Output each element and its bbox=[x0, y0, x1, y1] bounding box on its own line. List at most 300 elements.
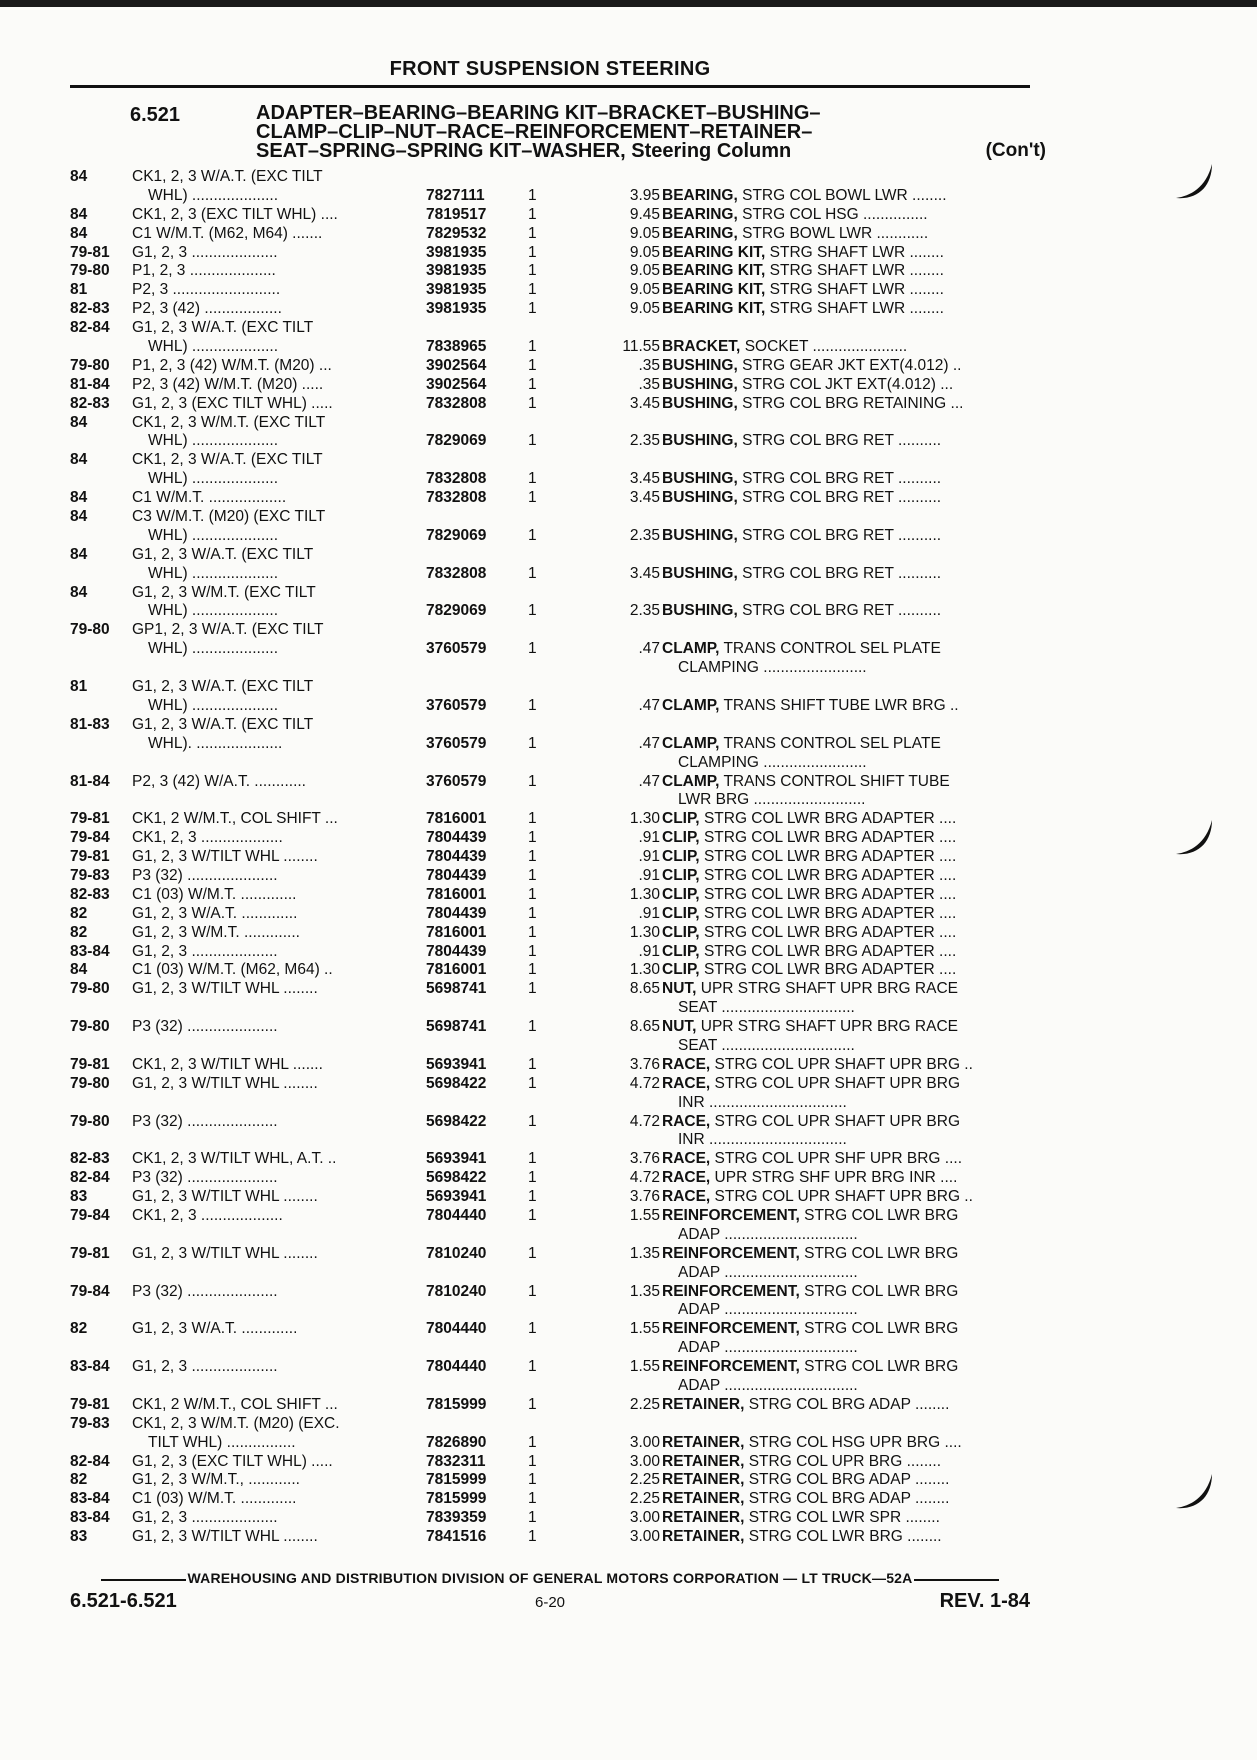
row-years: 79-81 bbox=[70, 243, 110, 261]
table-row bbox=[70, 414, 1030, 433]
row-years: 81-84 bbox=[70, 772, 110, 790]
row-years: 83-84 bbox=[70, 942, 110, 960]
row-description-keyword: RACE, bbox=[662, 1055, 711, 1073]
table-row bbox=[70, 1150, 1030, 1169]
row-quantity: 1 bbox=[528, 1490, 537, 1508]
row-model: WHL) .................... bbox=[148, 564, 279, 582]
row-description bbox=[678, 1377, 1102, 1396]
row-description-detail: STRG COL BRG RET .......... bbox=[742, 526, 942, 544]
row-part-number: 7815999 bbox=[426, 1490, 487, 1508]
row-price: 8.65 bbox=[629, 980, 660, 998]
row-years: 81-83 bbox=[70, 715, 110, 733]
row-description-keyword: REINFORCEMENT, bbox=[662, 1358, 800, 1376]
row-quantity: 1 bbox=[528, 1358, 537, 1376]
row-quantity: 1 bbox=[528, 602, 537, 620]
row-description bbox=[662, 1113, 1102, 1132]
table-row bbox=[70, 1245, 1030, 1264]
row-description bbox=[662, 1207, 1102, 1226]
row-model: WHL) .................... bbox=[148, 338, 279, 356]
row-years: 83-84 bbox=[70, 1509, 110, 1527]
row-years: 82-83 bbox=[70, 300, 110, 318]
row-price: 11.55 bbox=[622, 338, 660, 356]
binder-hole-icon bbox=[1172, 160, 1216, 204]
row-part-number: 7810240 bbox=[426, 1282, 487, 1300]
row-description bbox=[662, 886, 1102, 905]
row-part-number: 3981935 bbox=[426, 262, 487, 280]
section-title-line-3: SEAT–SPRING–SPRING KIT–WASHER, Steering Column bbox=[256, 140, 792, 162]
row-price: .91 bbox=[638, 829, 660, 847]
row-years: 83-84 bbox=[70, 1490, 110, 1508]
row-quantity: 1 bbox=[528, 338, 537, 356]
table-row bbox=[70, 980, 1030, 999]
row-description-detail: STRG COL JKT EXT(4.012) ... bbox=[742, 375, 954, 393]
row-model: G1, 2, 3 W/TILT WHL ........ bbox=[132, 1188, 318, 1206]
table-row bbox=[70, 1264, 1030, 1283]
row-price: 3.00 bbox=[629, 1528, 660, 1546]
row-years: 79-83 bbox=[70, 1414, 110, 1432]
row-quantity: 1 bbox=[528, 205, 537, 223]
row-model: P1, 2, 3 (42) W/M.T. (M20) ... bbox=[132, 356, 332, 374]
row-description bbox=[662, 961, 1102, 980]
row-description-keyword: CLIP, bbox=[662, 885, 700, 903]
table-row bbox=[70, 546, 1030, 565]
row-years: 82 bbox=[70, 1471, 88, 1489]
table-row bbox=[70, 281, 1030, 300]
row-description bbox=[662, 735, 1102, 754]
row-years: 82-84 bbox=[70, 1452, 110, 1470]
section-title-line-2: CLAMP–CLIP–NUT–RACE–REINFORCEMENT–RETAINER– bbox=[256, 121, 813, 143]
row-description bbox=[662, 1528, 1102, 1547]
row-model: G1, 2, 3 W/M.T., ............ bbox=[132, 1471, 300, 1489]
row-years: 84 bbox=[70, 205, 88, 223]
row-years: 82 bbox=[70, 923, 88, 941]
table-row bbox=[70, 1207, 1030, 1226]
table-row bbox=[70, 1320, 1030, 1339]
table-row bbox=[70, 225, 1030, 244]
table-row bbox=[70, 1188, 1030, 1207]
table-row bbox=[70, 735, 1030, 754]
row-part-number: 7815999 bbox=[426, 1395, 487, 1413]
row-description-keyword: REINFORCEMENT, bbox=[662, 1282, 800, 1300]
row-part-number: 5698741 bbox=[426, 1018, 487, 1036]
row-quantity: 1 bbox=[528, 1018, 537, 1036]
row-model: G1, 2, 3 W/A.T. ............. bbox=[132, 1320, 298, 1338]
row-model: C1 W/M.T. (M62, M64) ....... bbox=[132, 224, 323, 242]
table-row bbox=[70, 357, 1030, 376]
row-description bbox=[678, 1264, 1102, 1283]
table-row bbox=[70, 640, 1030, 659]
row-years: 84 bbox=[70, 451, 88, 469]
row-description-detail: STRG COL BRG ADAP ........ bbox=[748, 1395, 950, 1413]
row-description-detail: STRG SHAFT LWR ........ bbox=[769, 281, 944, 299]
row-description bbox=[662, 1245, 1102, 1264]
footer-division bbox=[70, 1570, 1030, 1586]
row-description bbox=[662, 395, 1102, 414]
row-model: G1, 2, 3 W/M.T. (EXC TILT bbox=[132, 583, 316, 601]
page-number: 6-20 bbox=[534, 1594, 566, 1611]
row-description-detail: ADAP ............................... bbox=[678, 1301, 858, 1319]
row-quantity: 1 bbox=[528, 489, 537, 507]
row-model: CK1, 2, 3 W/A.T. (EXC TILT bbox=[132, 168, 323, 185]
row-quantity: 1 bbox=[528, 224, 537, 242]
row-description-keyword: REINFORCEMENT, bbox=[662, 1320, 800, 1338]
row-part-number: 7832808 bbox=[426, 470, 487, 488]
row-description-keyword: BUSHING, bbox=[662, 564, 738, 582]
row-description-detail: STRG COL BRG RET .......... bbox=[742, 432, 942, 450]
row-description bbox=[662, 1188, 1102, 1207]
table-row bbox=[70, 451, 1030, 470]
row-model: G1, 2, 3 W/A.T. (EXC TILT bbox=[132, 678, 314, 696]
row-model: GP1, 2, 3 W/A.T. (EXC TILT bbox=[132, 621, 324, 639]
row-years: 79-81 bbox=[70, 848, 110, 866]
row-quantity: 1 bbox=[528, 1188, 537, 1206]
row-price: .91 bbox=[638, 942, 660, 960]
row-description-detail: STRG COL BRG RET .......... bbox=[742, 489, 942, 507]
table-row bbox=[70, 943, 1030, 962]
row-description-keyword: RACE, bbox=[662, 1150, 711, 1168]
row-model: G1, 2, 3 .................... bbox=[132, 1358, 278, 1376]
row-description bbox=[662, 470, 1102, 489]
table-row bbox=[70, 867, 1030, 886]
table-row bbox=[70, 810, 1030, 829]
row-quantity: 1 bbox=[528, 375, 537, 393]
header-rule bbox=[70, 85, 1030, 88]
row-description-detail: LWR BRG .......................... bbox=[678, 791, 866, 809]
row-price: 3.45 bbox=[629, 394, 660, 412]
row-description-keyword: RACE, bbox=[662, 1112, 711, 1130]
row-description-detail: TRANS CONTROL SEL PLATE bbox=[723, 640, 941, 658]
table-row bbox=[70, 262, 1030, 281]
row-description bbox=[662, 924, 1102, 943]
row-description-detail: STRG COL BRG ADAP ........ bbox=[748, 1471, 950, 1489]
row-description-keyword: RETAINER, bbox=[662, 1452, 745, 1470]
row-description-detail: ADAP ............................... bbox=[678, 1377, 858, 1394]
row-description bbox=[678, 1094, 1102, 1113]
row-price: 2.25 bbox=[629, 1395, 660, 1413]
row-part-number: 5698422 bbox=[426, 1074, 487, 1092]
row-description bbox=[662, 640, 1102, 659]
row-description bbox=[662, 1169, 1102, 1188]
row-model: G1, 2, 3 (EXC TILT WHL) ..... bbox=[132, 1452, 333, 1470]
row-part-number: 7819517 bbox=[426, 205, 487, 223]
table-row bbox=[70, 754, 1030, 773]
row-quantity: 1 bbox=[528, 866, 537, 884]
table-row bbox=[70, 1056, 1030, 1075]
row-model: CK1, 2, 3 W/M.T. (M20) (EXC. bbox=[132, 1414, 340, 1432]
row-description bbox=[662, 489, 1102, 508]
row-years: 79-80 bbox=[70, 1074, 110, 1092]
row-price: 3.45 bbox=[629, 489, 660, 507]
row-quantity: 1 bbox=[528, 1282, 537, 1300]
row-years: 81 bbox=[70, 281, 88, 299]
row-model: WHL) .................... bbox=[148, 526, 279, 544]
row-part-number: 7826890 bbox=[426, 1433, 487, 1451]
row-quantity: 1 bbox=[528, 942, 537, 960]
table-row bbox=[70, 584, 1030, 603]
row-description-keyword: RETAINER, bbox=[662, 1490, 745, 1508]
row-years: 82-83 bbox=[70, 394, 110, 412]
row-description-keyword: BUSHING, bbox=[662, 394, 738, 412]
row-years: 82-83 bbox=[70, 1150, 110, 1168]
row-part-number: 7832808 bbox=[426, 394, 487, 412]
row-part-number: 7804439 bbox=[426, 904, 487, 922]
row-description-keyword: RACE, bbox=[662, 1169, 711, 1187]
row-quantity: 1 bbox=[528, 300, 537, 318]
row-model: G1, 2, 3 (EXC TILT WHL) ..... bbox=[132, 394, 333, 412]
row-description-detail: UPR STRG SHAFT UPR BRG RACE bbox=[700, 1018, 958, 1036]
row-quantity: 1 bbox=[528, 1433, 537, 1451]
row-model: P3 (32) ..................... bbox=[132, 866, 278, 884]
row-part-number: 7841516 bbox=[426, 1528, 487, 1546]
row-years: 84 bbox=[70, 413, 88, 431]
row-years: 79-80 bbox=[70, 980, 110, 998]
row-description-detail: SEAT ............................... bbox=[678, 999, 855, 1017]
row-model: C1 (03) W/M.T. ............. bbox=[132, 885, 297, 903]
row-description bbox=[662, 357, 1102, 376]
page-title: FRONT SUSPENSION STEERING bbox=[389, 58, 711, 80]
row-part-number: 5698741 bbox=[426, 980, 487, 998]
row-price: 9.05 bbox=[629, 224, 660, 242]
table-row bbox=[70, 716, 1030, 735]
row-part-number: 7804440 bbox=[426, 1320, 487, 1338]
table-row bbox=[70, 1094, 1030, 1113]
row-price: 3.00 bbox=[629, 1433, 660, 1451]
table-row bbox=[70, 1396, 1030, 1415]
row-description bbox=[662, 867, 1102, 886]
table-row bbox=[70, 1471, 1030, 1490]
row-years: 84 bbox=[70, 961, 88, 979]
revision-label: REV. 1-84 bbox=[939, 1590, 1030, 1612]
table-row bbox=[70, 1358, 1030, 1377]
row-years: 82 bbox=[70, 904, 88, 922]
table-row bbox=[70, 489, 1030, 508]
parts-list bbox=[70, 168, 1030, 1547]
page-header bbox=[70, 58, 1030, 88]
row-part-number: 7832311 bbox=[426, 1452, 486, 1470]
row-description bbox=[662, 1018, 1102, 1037]
row-description-keyword: CLIP, bbox=[662, 829, 700, 847]
row-model: G1, 2, 3 .................... bbox=[132, 1509, 278, 1527]
row-quantity: 1 bbox=[528, 1320, 537, 1338]
row-description bbox=[678, 791, 1102, 810]
row-model: P3 (32) ..................... bbox=[132, 1018, 278, 1036]
row-description-detail: SOCKET ...................... bbox=[744, 338, 908, 356]
table-row bbox=[70, 829, 1030, 848]
row-part-number: 3981935 bbox=[426, 243, 487, 261]
row-description-keyword: CLAMP, bbox=[662, 734, 720, 752]
row-years: 81 bbox=[70, 678, 88, 696]
row-price: 3.76 bbox=[629, 1150, 660, 1168]
continued-label: (Con't) bbox=[985, 140, 1046, 161]
row-price: .35 bbox=[638, 356, 660, 374]
row-description-detail: STRG COL HSG UPR BRG .... bbox=[748, 1433, 962, 1451]
row-price: 1.55 bbox=[629, 1358, 660, 1376]
table-row bbox=[70, 319, 1030, 338]
row-model: G1, 2, 3 W/A.T. (EXC TILT bbox=[132, 545, 314, 563]
row-years: 79-80 bbox=[70, 1112, 110, 1130]
row-model: P3 (32) ..................... bbox=[132, 1169, 278, 1187]
row-description bbox=[662, 1434, 1102, 1453]
row-description bbox=[662, 376, 1102, 395]
row-description bbox=[678, 1131, 1102, 1150]
row-description-detail: STRG COL LWR BRG ADAPTER .... bbox=[703, 923, 957, 941]
row-description-detail: STRG COL LWR BRG bbox=[804, 1244, 959, 1262]
row-description-detail: ADAP ............................... bbox=[678, 1225, 858, 1243]
table-row bbox=[70, 508, 1030, 527]
row-price: 2.25 bbox=[629, 1471, 660, 1489]
row-description-keyword: RACE, bbox=[662, 1074, 711, 1092]
row-model: G1, 2, 3 .................... bbox=[132, 942, 278, 960]
row-description bbox=[662, 848, 1102, 867]
row-model: G1, 2, 3 W/TILT WHL ........ bbox=[132, 980, 318, 998]
row-part-number: 3760579 bbox=[426, 640, 487, 658]
row-years: 79-80 bbox=[70, 262, 110, 280]
table-row bbox=[70, 432, 1030, 451]
row-description-keyword: BUSHING, bbox=[662, 489, 738, 507]
row-model: G1, 2, 3 W/TILT WHL ........ bbox=[132, 1074, 318, 1092]
row-description-detail: INR ................................ bbox=[678, 1131, 847, 1149]
row-quantity: 1 bbox=[528, 1395, 537, 1413]
footer-line-left bbox=[101, 1579, 186, 1581]
row-description-detail: ADAP ............................... bbox=[678, 1263, 858, 1281]
row-description-detail: STRG COL LWR BRG ADAPTER .... bbox=[703, 961, 957, 979]
row-part-number: 7816001 bbox=[426, 810, 487, 828]
row-description bbox=[662, 773, 1102, 792]
row-model: P3 (32) ..................... bbox=[132, 1112, 278, 1130]
row-model: G1, 2, 3 .................... bbox=[132, 243, 278, 261]
row-model: G1, 2, 3 W/M.T. ............. bbox=[132, 923, 300, 941]
table-row bbox=[70, 1509, 1030, 1528]
row-description-keyword: BRACKET, bbox=[662, 338, 741, 356]
table-row bbox=[70, 1037, 1030, 1056]
row-description bbox=[662, 1490, 1102, 1509]
row-part-number: 7815999 bbox=[426, 1471, 487, 1489]
row-quantity: 1 bbox=[528, 923, 537, 941]
table-row bbox=[70, 1453, 1030, 1472]
row-description-detail: STRG COL UPR BRG ........ bbox=[748, 1452, 942, 1470]
row-part-number: 7810240 bbox=[426, 1244, 487, 1262]
row-part-number: 3902564 bbox=[426, 375, 487, 393]
row-description bbox=[662, 565, 1102, 584]
row-description-detail: STRG COL HSG ............... bbox=[742, 205, 928, 223]
row-quantity: 1 bbox=[528, 1206, 537, 1224]
row-price: .91 bbox=[638, 848, 660, 866]
table-row bbox=[70, 1131, 1030, 1150]
footer-bottom bbox=[70, 1590, 1030, 1616]
row-part-number: 3760579 bbox=[426, 772, 487, 790]
table-row bbox=[70, 659, 1030, 678]
row-price: .91 bbox=[638, 904, 660, 922]
row-years: 82-84 bbox=[70, 319, 110, 337]
row-description-detail: STRG COL UPR SHAFT UPR BRG bbox=[714, 1112, 960, 1130]
row-description-detail: STRG GEAR JKT EXT(4.012) .. bbox=[742, 356, 962, 374]
row-price: 2.35 bbox=[629, 526, 660, 544]
row-description bbox=[678, 1037, 1102, 1056]
row-description-keyword: CLIP, bbox=[662, 904, 700, 922]
table-row bbox=[70, 1113, 1030, 1132]
table-row bbox=[70, 1301, 1030, 1320]
row-part-number: 7839359 bbox=[426, 1509, 487, 1527]
table-row bbox=[70, 1226, 1030, 1245]
row-description bbox=[678, 999, 1102, 1018]
row-years: 83 bbox=[70, 1188, 88, 1206]
row-quantity: 1 bbox=[528, 281, 537, 299]
row-years: 84 bbox=[70, 168, 88, 185]
row-description-keyword: BUSHING, bbox=[662, 375, 738, 393]
row-description-detail: STRG COL BRG RETAINING ... bbox=[742, 394, 964, 412]
row-part-number: 7832808 bbox=[426, 489, 487, 507]
page-footer bbox=[70, 1570, 1030, 1616]
row-price: 3.00 bbox=[629, 1452, 660, 1470]
row-years: 79-80 bbox=[70, 356, 110, 374]
row-price: 9.45 bbox=[629, 205, 660, 223]
row-years: 83-84 bbox=[70, 1358, 110, 1376]
row-price: 9.05 bbox=[629, 262, 660, 280]
row-quantity: 1 bbox=[528, 829, 537, 847]
row-quantity: 1 bbox=[528, 810, 537, 828]
row-description bbox=[662, 697, 1102, 716]
row-description-detail: STRG COL LWR BRG ADAPTER .... bbox=[703, 885, 957, 903]
row-part-number: 3760579 bbox=[426, 734, 487, 752]
row-quantity: 1 bbox=[528, 1509, 537, 1527]
row-years: 84 bbox=[70, 508, 88, 526]
row-price: 3.45 bbox=[629, 564, 660, 582]
row-quantity: 1 bbox=[528, 243, 537, 261]
row-part-number: 7816001 bbox=[426, 961, 487, 979]
row-description bbox=[662, 187, 1102, 206]
row-description bbox=[662, 1150, 1102, 1169]
row-description-keyword: REINFORCEMENT, bbox=[662, 1244, 800, 1262]
row-description bbox=[662, 1320, 1102, 1339]
row-description bbox=[678, 1301, 1102, 1320]
row-model: CK1, 2, 3 (EXC TILT WHL) .... bbox=[132, 205, 338, 223]
row-part-number: 5693941 bbox=[426, 1188, 487, 1206]
row-description-keyword: CLIP, bbox=[662, 923, 700, 941]
row-description-detail: CLAMPING ........................ bbox=[678, 659, 867, 677]
row-part-number: 3981935 bbox=[426, 300, 487, 318]
row-model: WHL) .................... bbox=[148, 470, 279, 488]
row-quantity: 1 bbox=[528, 904, 537, 922]
row-description-detail: STRG SHAFT LWR ........ bbox=[769, 243, 944, 261]
table-row bbox=[70, 565, 1030, 584]
table-row bbox=[70, 1415, 1030, 1434]
row-price: 3.95 bbox=[629, 186, 660, 204]
row-description bbox=[662, 1396, 1102, 1415]
row-model: P2, 3 (42) W/M.T. (M20) ..... bbox=[132, 375, 324, 393]
row-part-number: 7804440 bbox=[426, 1206, 487, 1224]
row-description-detail: ADAP ............................... bbox=[678, 1339, 858, 1357]
table-row bbox=[70, 602, 1030, 621]
row-description-detail: TRANS CONTROL SEL PLATE bbox=[723, 734, 941, 752]
row-description-keyword: REINFORCEMENT, bbox=[662, 1206, 800, 1224]
row-years: 84 bbox=[70, 224, 88, 242]
row-description bbox=[662, 1075, 1102, 1094]
row-description-keyword: CLAMP, bbox=[662, 772, 720, 790]
row-part-number: 7816001 bbox=[426, 885, 487, 903]
row-part-number: 3902564 bbox=[426, 356, 487, 374]
row-model: C1 W/M.T. .................. bbox=[132, 489, 287, 507]
row-model: CK1, 2, 3 W/M.T. (EXC TILT bbox=[132, 413, 326, 431]
row-years: 79-80 bbox=[70, 1018, 110, 1036]
row-years: 84 bbox=[70, 545, 88, 563]
row-part-number: 7829069 bbox=[426, 602, 487, 620]
table-row bbox=[70, 470, 1030, 489]
table-row bbox=[70, 1377, 1030, 1396]
row-description-detail: STRG COL LWR BRG ADAPTER .... bbox=[703, 866, 957, 884]
row-years: 79-80 bbox=[70, 621, 110, 639]
table-row bbox=[70, 848, 1030, 867]
row-price: 2.35 bbox=[629, 602, 660, 620]
